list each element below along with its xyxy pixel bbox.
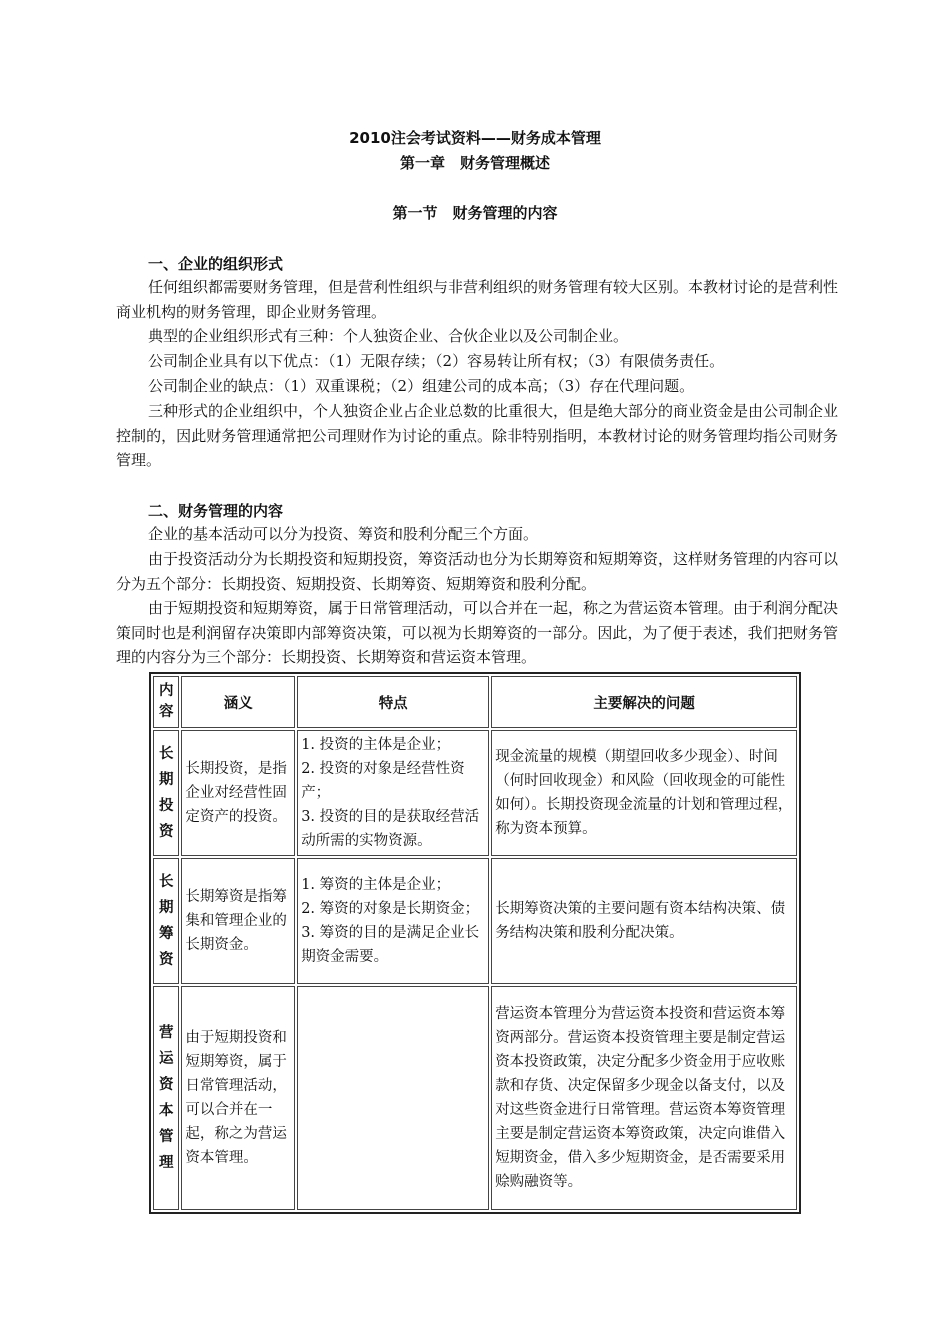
section2-heading: 二、财务管理的内容	[148, 502, 284, 520]
table-row	[153, 986, 797, 1210]
table-header-row	[153, 676, 797, 728]
feature-item: 3. 投资的目的是获取经营活动所需的实物资源。	[301, 809, 480, 849]
section2-paragraph: 由于短期投资和短期筹资，属于日常管理活动，可以合并在一起，称之为营运资本管理。由于利润分配决策同时也是利润留存决策即内部筹资决策，可以视为长期筹资的一部分。因此，为了便于表述，我们把财务管理的内容分为三个部分：长期投资、长期筹资和营运资本管理。	[116, 599, 839, 666]
financial-management-content-table	[149, 672, 801, 1214]
header-issues: 主要解决的问题	[491, 676, 797, 728]
row-issues: 长期筹资决策的主要问题有资本结构决策、债务结构决策和股利分配决策。	[491, 858, 797, 984]
section1-heading: 一、企业的组织形式	[148, 255, 284, 273]
table-row	[153, 858, 797, 984]
section1-paragraph: 典型的企业组织形式有三种：个人独资企业、合伙企业以及公司制企业。	[148, 327, 629, 345]
row-meaning: 由于短期投资和短期筹资，属于日常管理活动，可以合并在一起，称之为营运资本管理。	[181, 986, 295, 1210]
row-label: 长期投资	[153, 730, 179, 856]
section2-paragraph: 企业的基本活动可以分为投资、筹资和股利分配三个方面。	[148, 525, 539, 543]
chapter-title: 第一章 财务管理概述	[399, 154, 550, 172]
header-features: 特点	[297, 676, 489, 728]
section1-paragraph: 任何组织都需要财务管理，但是营利性组织与非营利组织的财务管理有较大区别。本教材讨论的是营利性商业机构的财务管理，即企业财务管理。	[116, 278, 839, 321]
row-features-empty	[297, 986, 489, 1210]
row-issues: 营运资本管理分为营运资本投资和营运资本筹资两部分。营运资本投资管理主要是制定营运资本投资政策，决定分配多少资金用于应收账款和存货、决定保留多少现金以备支付，以及对这些资金进行日常管理。营运资本筹资管理主要是制定营运资本筹资政策，决定向谁借入短期资金，借入多少短期资金，是否需要采用赊购融资等。	[491, 986, 797, 1210]
feature-item: 2. 筹资的对象是长期资金；	[301, 901, 480, 917]
feature-item: 1. 投资的主体是企业；	[301, 737, 451, 753]
section1-paragraph: 公司制企业的缺点：（1）双重课税；（2）组建公司的成本高；（3）存在代理问题。	[148, 377, 695, 395]
row-label: 营运资本管理	[153, 986, 179, 1210]
row-label: 长期筹资	[153, 858, 179, 984]
section1-paragraph: 公司制企业具有以下优点：（1）无限存续；（2）容易转让所有权；（3）有限债务责任。	[148, 352, 725, 370]
row-meaning: 长期筹资是指筹集和管理企业的长期资金。	[181, 858, 295, 984]
feature-item: 1. 筹资的主体是企业；	[301, 877, 451, 893]
document-title: 2010注会考试资料——财务成本管理	[349, 129, 601, 147]
row-issues: 现金流量的规模（期望回收多少现金）、时间（何时回收现金）和风险（回收现金的可能性如何）。长期投资现金流量的计划和管理过程，称为资本预算。	[491, 730, 797, 856]
feature-item: 2. 投资的对象是经营性资产；	[301, 761, 465, 801]
table-row	[153, 730, 797, 856]
row-features	[297, 730, 489, 856]
feature-item: 3. 筹资的目的是满足企业长期资金需要。	[301, 925, 480, 965]
section2-paragraph: 由于投资活动分为长期投资和短期投资，筹资活动也分为长期筹资和短期筹资，这样财务管理的内容可以分为五个部分：长期投资、短期投资、长期筹资、短期筹资和股利分配。	[116, 550, 839, 593]
row-meaning: 长期投资，是指企业对经营性固定资产的投资。	[181, 730, 295, 856]
section1-paragraph: 三种形式的企业组织中，个人独资企业占企业总数的比重很大，但是绝大部分的商业资金是由公司制企业控制的，因此财务管理通常把公司理财作为讨论的重点。除非特别指明，本教材讨论的财务管理均指公司财务管理。	[116, 402, 839, 469]
header-meaning: 涵义	[181, 676, 295, 728]
row-features	[297, 858, 489, 984]
header-content: 内容	[153, 676, 179, 728]
section-title: 第一节 财务管理的内容	[392, 204, 558, 222]
